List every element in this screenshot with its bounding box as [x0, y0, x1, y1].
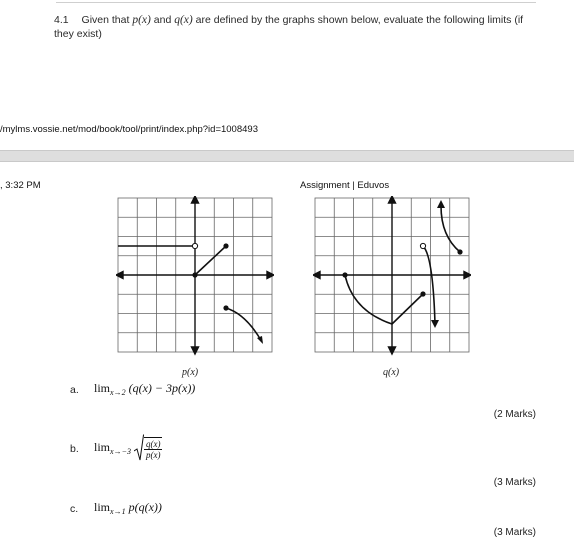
top-rule	[56, 2, 536, 3]
p-symbol: p(x)	[132, 14, 151, 26]
q-graph-arrow-up	[437, 200, 445, 208]
p-graph-open-point	[192, 243, 197, 248]
print-time: , 3:32 PM	[0, 180, 41, 191]
part-c-marks: (3 Marks)	[493, 527, 536, 538]
p-graph-closed-point-1	[192, 272, 197, 277]
q-graph-closed-point-1	[342, 272, 347, 277]
part-c-sub: x→1	[110, 507, 126, 516]
p-graph-label: p(x)	[182, 367, 199, 378]
q-symbol: q(x)	[174, 14, 193, 26]
q-graph	[313, 196, 471, 356]
question-text-after: are defined by the graphs shown below, evaluate the following limits (if they exist)	[54, 14, 524, 40]
part-a-expression	[94, 381, 195, 397]
part-a-marks: (2 Marks)	[493, 409, 536, 420]
p-graph	[116, 196, 274, 356]
part-a-letter: a.	[70, 384, 79, 396]
q-graph-open-point	[420, 243, 425, 248]
part-c-expression	[94, 500, 162, 516]
part-b-sqrt	[134, 434, 163, 462]
q-graph-closed-point-3	[457, 249, 462, 254]
question-text	[54, 13, 524, 41]
part-b-numerator: q(x)	[145, 438, 161, 449]
page-break-band	[0, 150, 574, 162]
p-graph-arrow-end	[257, 336, 263, 344]
part-a-lim: lim	[94, 381, 111, 395]
q-graph-arrow-down	[431, 320, 439, 328]
part-c-body: p(q(x))	[125, 500, 162, 514]
part-b-marks: (3 Marks)	[493, 477, 536, 488]
q-graph-label: q(x)	[383, 367, 400, 378]
q-graph-curves	[345, 206, 460, 324]
part-b-lim: lim	[94, 439, 111, 454]
p-graph-closed-point-2	[223, 243, 228, 248]
radical-sign-icon	[134, 434, 144, 462]
part-c-letter: c.	[70, 503, 79, 515]
part-c-lim: lim	[94, 500, 111, 514]
question-text-before: Given that	[81, 14, 130, 26]
q-graph-axes	[313, 196, 471, 354]
q-graph-closed-point-2	[420, 291, 425, 296]
page-url[interactable]: /mylms.vossie.net/mod/book/tool/print/index.php?id=1008493	[0, 124, 258, 135]
part-b-expression	[94, 434, 162, 462]
p-graph-closed-point-3	[223, 305, 228, 310]
and-word: and	[153, 14, 172, 26]
page-header-title: Assignment | Eduvos	[300, 180, 390, 191]
part-b-denominator: p(x)	[145, 449, 161, 460]
part-a-sub: x→2	[110, 388, 126, 397]
part-b-letter: b.	[70, 443, 79, 455]
part-b-sub: x→−3	[110, 446, 131, 456]
part-b-fraction	[144, 437, 163, 460]
question-number: 4.1	[54, 14, 69, 26]
part-a-body: (q(x) − 3p(x))	[125, 381, 196, 395]
